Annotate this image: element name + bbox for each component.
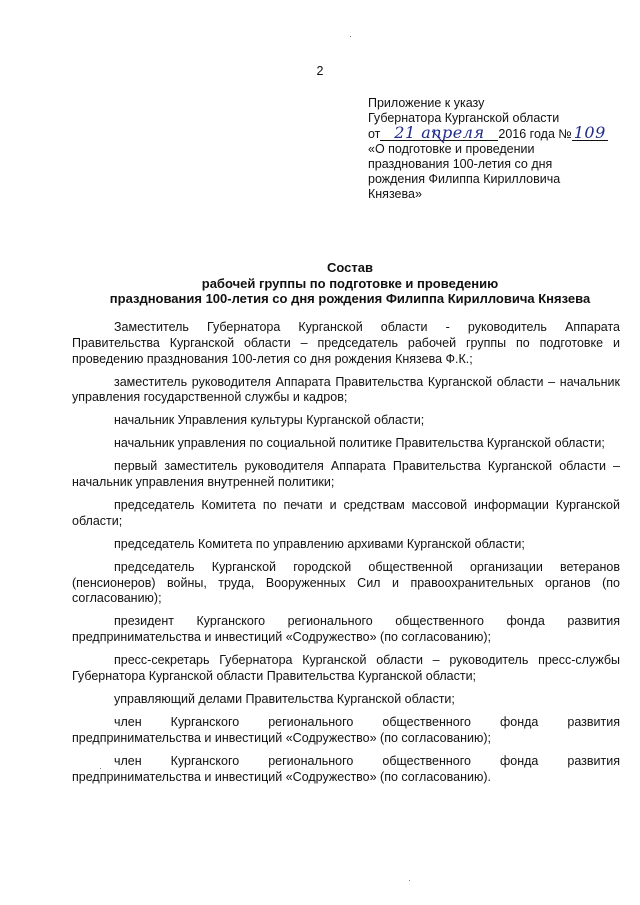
member-item: Заместитель Губернатора Курганской области - руководитель Аппарата Правительства Курганской области – председатель рабочей группы по подготовке и проведению празднования 100-летия со дня рождения Князева Ф.К.; [72, 320, 620, 366]
title-line-1: Состав [327, 260, 373, 275]
member-item: управляющий делами Правительства Курганской области; [114, 692, 455, 707]
appendix-subject-2: празднования 100-летия со дня [368, 157, 553, 171]
appendix-block [368, 96, 618, 202]
member-item: президент Курганского регионального общественного фонда развития предпринимательства и инвестиций «Содружество» (по согласованию); [72, 614, 620, 645]
member-item: председатель Комитета по печати и средствам массовой информации Курганской области; [72, 498, 620, 528]
members-list [72, 320, 620, 793]
year-text: 2016 года № [498, 127, 572, 141]
handwritten-date: 21 апреля [380, 126, 498, 141]
title-line-2: рабочей группы по подготовке и проведению [201, 275, 499, 291]
appendix-subject-3: рождения Филиппа Кирилловича [368, 172, 561, 186]
title-line-3: празднования 100-летия со дня рождения Филиппа Кирилловича Князева [109, 291, 591, 306]
scan-speck [350, 36, 351, 37]
scan-speck [100, 768, 101, 769]
document-title [60, 260, 640, 307]
appendix-subject-4: Князева» [368, 187, 422, 201]
member-item: начальник Управления культуры Курганской области; [114, 413, 425, 428]
appendix-subject-1: «О подготовке и проведении [368, 142, 535, 156]
member-item: пресс-секретарь Губернатора Курганской области – руководитель пресс-службы Губернатора Курганской области Правительства Курганской области; [72, 653, 620, 684]
appendix-line-1: Приложение к указу [368, 96, 485, 110]
member-item: заместитель руководителя Аппарата Правительства Курганской области – начальник управления государственной службы и кадров; [72, 374, 620, 405]
page-number: 2 [316, 64, 324, 78]
member-item: член Курганского регионального общественного фонда развития предпринимательства и инвестиций «Содружество» (по согласованию). [72, 753, 620, 784]
date-prefix: от [368, 127, 381, 141]
pen-stroke-mark [430, 130, 460, 144]
member-item: первый заместитель руководителя Аппарата Правительства Курганской области – начальник управления внутренней политики; [72, 459, 620, 490]
member-item: начальник управления по социальной политике Правительства Курганской области; [114, 436, 605, 451]
member-item: председатель Курганской городской общественной организации ветеранов (пенсионеров) войны, труда, Вооруженных Сил и правоохранительных органов (по согласованию); [72, 559, 620, 606]
appendix-line-2: Губернатора Курганской области [368, 111, 560, 125]
scan-speck [409, 880, 410, 881]
appendix-date-row [368, 123, 618, 142]
member-item: член Курганского регионального общественного фонда развития предпринимательства и инвестиций «Содружество» (по согласованию); [72, 715, 620, 745]
handwritten-number: 109 [573, 123, 606, 142]
member-item: председатель Комитета по управлению архивами Курганской области; [114, 536, 525, 551]
